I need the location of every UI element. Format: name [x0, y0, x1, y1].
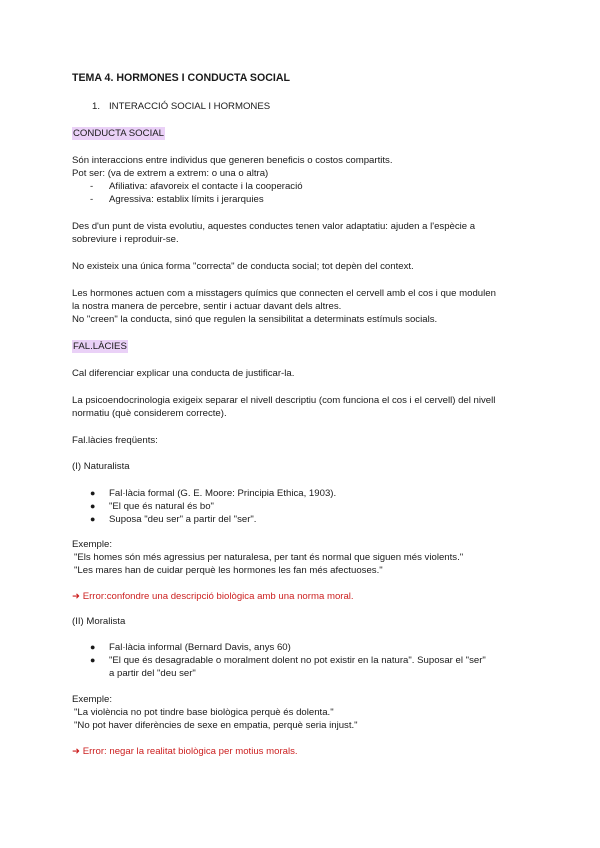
example-quote: "No pot haver diferències de sexe en empatia, perquè seria injust." [74, 720, 358, 731]
evolution-paragraph-line: sobreviure i reproduir-se. [72, 234, 179, 245]
context-paragraph: No existeix una única forma "correcta" de conducta social; tot depèn del context. [72, 261, 414, 272]
hormones-paragraph-line: la nostra manera de percebre, sentir i actuar davant dels altres. [72, 301, 342, 312]
hormones-paragraph-line: No "creen" la conducta, sinó que regulen la sensibilitat a determinats estímuls socials. [72, 314, 438, 325]
example-label: Exemple: [72, 694, 112, 705]
moralist-heading: (II) Moralista [72, 616, 126, 627]
evolution-paragraph-line: Des d'un punt de vista evolutiu, aquestes conductes tenen valor adaptatiu: ajuden a l'espècie a [72, 221, 476, 232]
example-quote: "Els homes són més agressius per naturalesa, per tant és normal que siguen més violents." [74, 552, 464, 563]
list-item: Fal·làcia formal (G. E. Moore: Principia Ethica, 1903). [109, 488, 337, 499]
list-item: Afiliativa: afavoreix el contacte i la cooperació [109, 181, 303, 192]
list-item: Suposa "deu ser" a partir del "ser". [109, 514, 257, 525]
dash-bullet: - [90, 181, 94, 192]
naturalist-error: ➜ Error:confondre una descripció biològica amb una norma moral. [72, 591, 354, 602]
dot-bullet: ● [90, 655, 96, 665]
page-title: TEMA 4. HORMONES I CONDUCTA SOCIAL [72, 72, 290, 84]
conducta-heading [72, 127, 165, 140]
conducta-definition: Són interaccions entre individus que generen beneficis o costos compartits. [72, 155, 393, 166]
list-item: Fal·làcia informal (Bernard Davis, anys 60) [109, 642, 291, 653]
list-item: "El que és desagradable o moralment dolent no pot existir en la natura". Suposar el "ser" [109, 655, 486, 666]
fallacies-intro: Cal diferenciar explicar una conducta de justificar-la. [72, 368, 295, 379]
dot-bullet: ● [90, 488, 96, 498]
fallacies-heading-highlight: FAL.LÀCIES [73, 341, 127, 352]
naturalist-heading: (I) Naturalista [72, 461, 130, 472]
hormones-paragraph-line: Les hormones actuen com a misstagers químics que connecten el cervell amb el cos i que modulen [72, 288, 496, 299]
conducta-types-intro: Pot ser: (va de extrem a extrem: o una o altra) [72, 168, 269, 179]
dot-bullet: ● [90, 642, 96, 652]
example-label: Exemple: [72, 539, 112, 550]
fallacies-heading [72, 340, 128, 353]
list-item: Agressiva: establix límits i jerarquies [109, 194, 264, 205]
moralist-error: ➜ Error: negar la realitat biològica per motius morals. [72, 746, 298, 757]
dot-bullet: ● [90, 514, 96, 524]
dash-bullet: - [90, 194, 94, 205]
list-item: "El que és natural és bo" [109, 501, 214, 512]
section-heading: INTERACCIÓ SOCIAL I HORMONES [109, 101, 271, 112]
example-quote: "La violència no pot tindre base biològica perquè és dolenta." [74, 707, 334, 718]
psychoendocrinology-line: La psicoendocrinologia exigeix separar el nivell descriptiu (com funciona el cos i el cervell) del nivell [72, 395, 496, 406]
list-item-continuation: a partir del "deu ser" [109, 668, 196, 679]
psychoendocrinology-line: normatiu (què considerem correcte). [72, 408, 227, 419]
frequent-fallacies-label: Fal.làcies freqüents: [72, 435, 158, 446]
example-quote: "Les mares han de cuidar perquè les hormones les fan més afectuoses." [74, 565, 383, 576]
section-number: 1. [92, 101, 101, 112]
dot-bullet: ● [90, 501, 96, 511]
conducta-heading-highlight: CONDUCTA SOCIAL [73, 128, 164, 139]
